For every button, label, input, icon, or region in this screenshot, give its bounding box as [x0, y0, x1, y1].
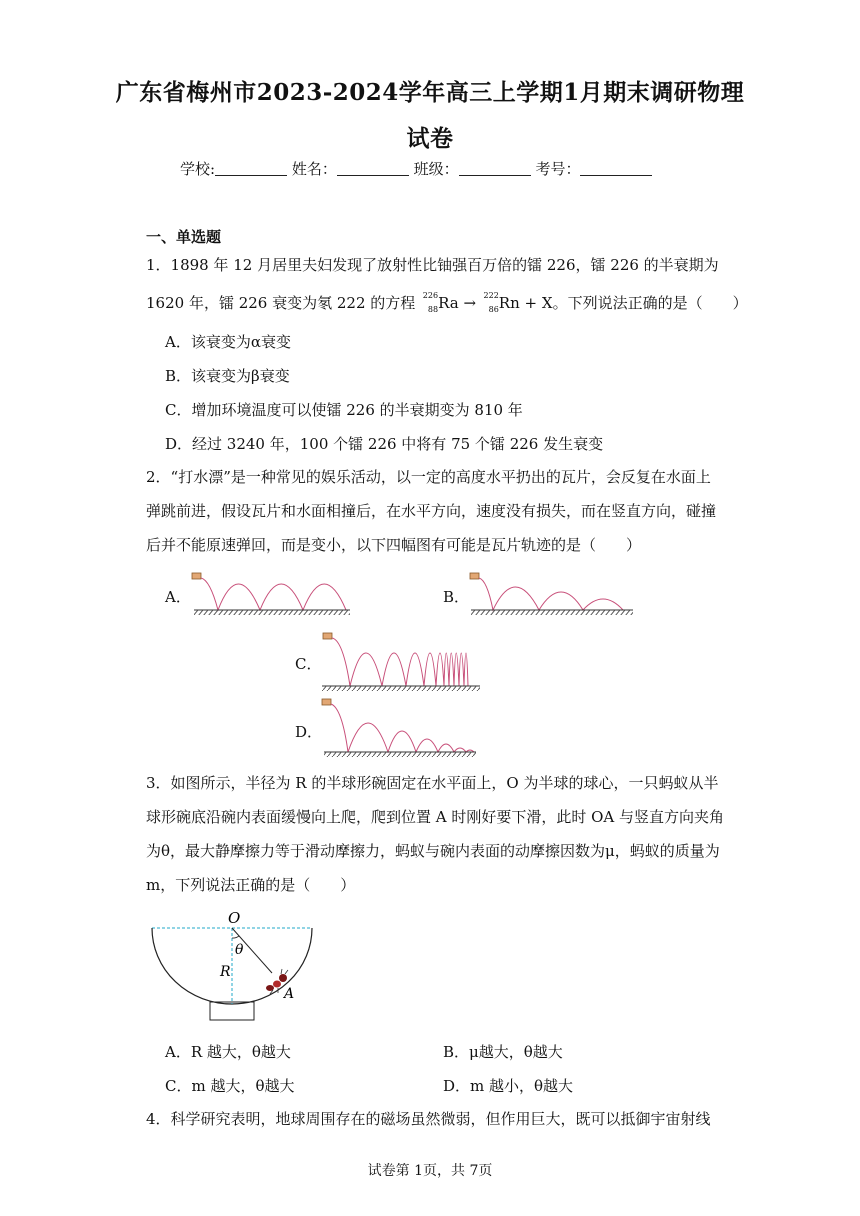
q3-option-b[interactable]: B．μ越大，θ越大	[443, 1043, 563, 1061]
q3-stem-line4: m，下列说法正确的是（ ）	[146, 876, 356, 894]
page-footer: 试卷第 1页，共 7页	[367, 1163, 493, 1179]
ra-nuclide-numbers	[420, 292, 438, 314]
trajectory-figure-a[interactable]	[188, 568, 353, 620]
trajectory-figure-b[interactable]	[465, 568, 640, 620]
name-label: 姓名：	[291, 160, 337, 178]
rn-mass-number: 222	[483, 291, 499, 300]
student-info-line	[180, 158, 652, 179]
q1-stem-line2	[146, 291, 748, 314]
q3-stem-line2: 球形碗底沿碗内表面缓慢向上爬，爬到位置 A 时刚好要下滑，此时 OA 与竖直方向夹角	[146, 808, 725, 826]
q3-stem-line3: 为θ，最大静摩擦力等于滑动摩擦力，蚂蚁与碗内表面的动摩擦因数为μ，蚂蚁的质量为	[146, 842, 720, 860]
q1-option-b[interactable]: B．该衰变为β衰变	[165, 367, 290, 385]
bowl-base	[210, 1002, 254, 1020]
name-blank[interactable]	[337, 161, 409, 176]
trajectory-path	[332, 638, 468, 686]
q2-option-a-label[interactable]: A．	[165, 588, 191, 606]
q2-option-c-label[interactable]: C．	[295, 655, 322, 673]
exam-no-blank[interactable]	[580, 161, 652, 176]
q2-stem-line3: 后并不能原速弹回，而是变小，以下四幅图有可能是瓦片轨迹的是（ ）	[146, 536, 642, 554]
stone-icon	[322, 699, 331, 705]
q2-option-b-label[interactable]: B．	[443, 588, 470, 606]
angle-arc	[232, 936, 239, 938]
label-o: O	[228, 909, 241, 927]
ground-hatch	[322, 686, 480, 691]
page-title-continued: 试卷	[406, 125, 454, 152]
ground-hatch	[324, 752, 476, 757]
school-label: 学校:	[180, 160, 216, 178]
bowl-figure	[146, 906, 321, 1026]
school-blank[interactable]	[215, 161, 287, 176]
ra-mass-number: 226	[422, 291, 439, 300]
ground-hatch	[194, 610, 350, 615]
exam-no-label: 考号：	[535, 160, 581, 178]
q3-option-d[interactable]: D．m 越小，θ越大	[443, 1077, 574, 1095]
class-label: 班级：	[413, 160, 459, 178]
ra-atomic-number: 88	[427, 305, 439, 314]
q3-stem-line1: 3．如图所示，半径为 R 的半球形碗固定在水平面上，O 为半球的球心，一只蚂蚁从半	[146, 774, 719, 792]
section-heading: 一、单选题	[146, 228, 222, 246]
ground-hatch	[471, 610, 633, 615]
stone-icon	[192, 573, 201, 579]
rn-nuclide-numbers	[481, 292, 499, 314]
q3-option-a[interactable]: A．R 越大，θ越大	[165, 1043, 291, 1061]
label-r: R	[220, 964, 231, 980]
q3-option-c[interactable]: C．m 越大，θ越大	[165, 1077, 295, 1095]
trajectory-figure-d[interactable]	[318, 696, 483, 764]
trajectory-path	[201, 578, 346, 610]
q1-line2-post: 。下列说法正确的是（ ）	[552, 294, 748, 312]
q4-stem-line1: 4．科学研究表明，地球周围存在的磁场虽然微弱，但作用巨大，既可以抵御宇宙射线	[146, 1110, 711, 1128]
label-theta: θ	[235, 942, 244, 958]
q1-option-c[interactable]: C．增加环境温度可以使镭 226 的半衰期变为 810 年	[165, 401, 523, 419]
trajectory-path	[479, 578, 623, 610]
stone-icon	[470, 573, 479, 579]
ra-symbol: Ra	[438, 294, 459, 312]
q1-option-a[interactable]: A．该衰变为α衰变	[165, 333, 291, 351]
trajectory-path	[331, 704, 474, 752]
decay-arrow: →	[463, 294, 477, 312]
q1-line2-pre: 1620 年，镭 226 衰变为氡 222 的方程	[146, 294, 416, 312]
page-title: 广东省梅州市2023-2024学年高三上学期1月期末调研物理	[115, 79, 745, 106]
q2-stem-line2: 弹跳前进，假设瓦片和水面相撞后，在水平方向，速度没有损失，而在竖直方向，碰撞	[146, 502, 717, 520]
class-blank[interactable]	[459, 161, 531, 176]
stone-icon	[323, 633, 332, 639]
trajectory-figure-c[interactable]	[318, 630, 488, 696]
q2-option-d-label[interactable]: D．	[295, 723, 323, 741]
label-a: A	[284, 986, 295, 1002]
q1-option-d[interactable]: D．经过 3240 年，100 个镭 226 中将有 75 个镭 226 发生衰变	[165, 435, 604, 453]
q1-stem-line1: 1．1898 年 12 月居里夫妇发现了放射性比铀强百万倍的镭 226，镭 226 的半衰期为	[146, 256, 719, 274]
q2-stem-line1: 2．“打水漂”是一种常见的娱乐活动，以一定的高度水平扔出的瓦片，会反复在水面上	[146, 468, 711, 486]
plus-x: + X	[524, 294, 553, 312]
rn-atomic-number: 86	[488, 305, 499, 314]
rn-symbol: Rn	[498, 294, 520, 312]
